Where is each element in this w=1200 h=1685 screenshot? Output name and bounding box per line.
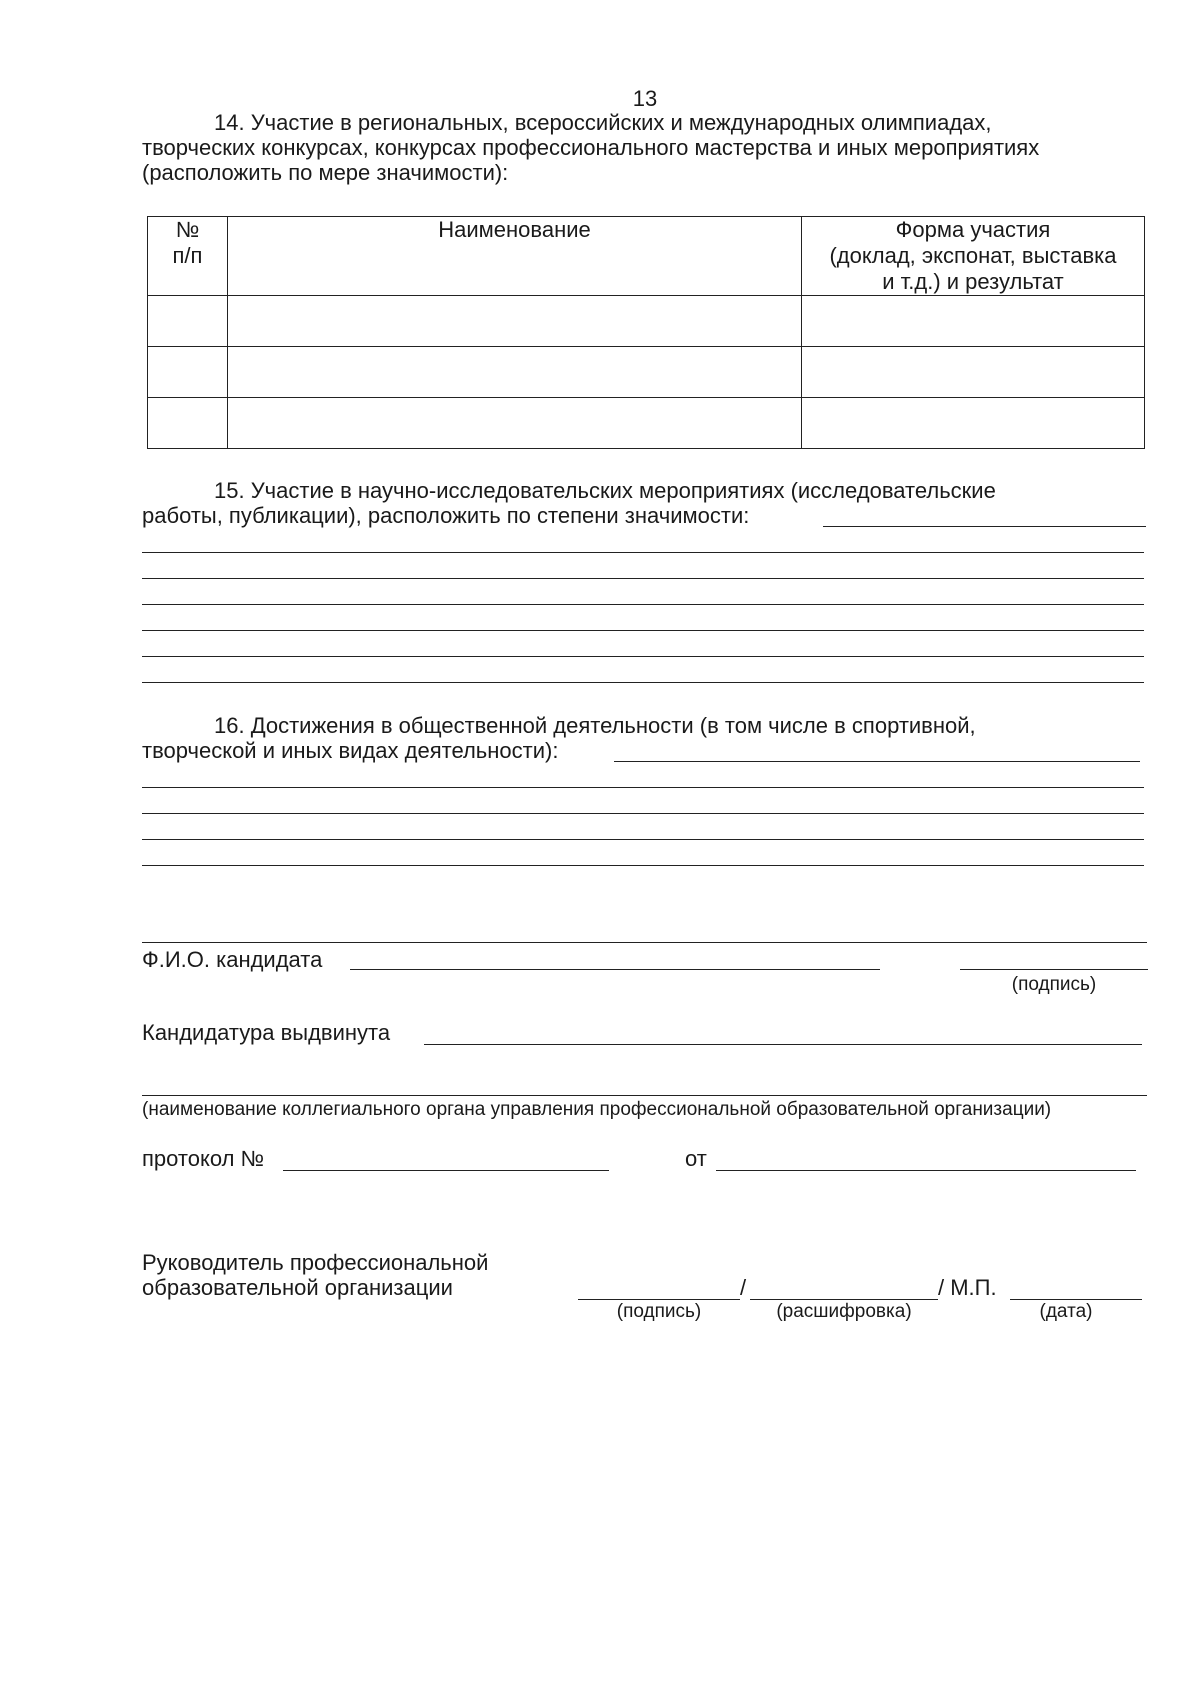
table-cell[interactable] xyxy=(228,347,802,398)
header-name xyxy=(228,217,802,296)
section-16-answer-line[interactable] xyxy=(142,787,1144,788)
section-16-line2: творческой и иных видах деятельности): xyxy=(142,738,559,763)
head-date-field[interactable] xyxy=(1010,1299,1142,1300)
table-row xyxy=(148,398,1145,449)
header-number xyxy=(148,217,228,296)
table-cell[interactable] xyxy=(228,398,802,449)
candidate-name-field[interactable] xyxy=(350,969,880,970)
section-16-text xyxy=(142,713,1142,763)
section-16-answer-line[interactable] xyxy=(142,839,1144,840)
header-form xyxy=(802,217,1145,296)
section-15-line2: работы, публикации), расположить по степени значимости: xyxy=(142,503,750,528)
candidate-name-label: Ф.И.О. кандидата xyxy=(142,947,323,972)
section-16-answer-line[interactable] xyxy=(142,865,1144,866)
section-15-line1: 15. Участие в научно-исследовательских мероприятиях (исследовательские xyxy=(214,478,996,503)
participation-table xyxy=(147,216,1145,449)
header-name-line1: Наименование xyxy=(438,217,591,242)
header-form-line2: (доклад, экспонат, выставка xyxy=(829,243,1117,268)
table-cell[interactable] xyxy=(802,347,1145,398)
section-15-answer-line[interactable] xyxy=(142,682,1144,683)
protocol-date-field[interactable] xyxy=(716,1170,1136,1171)
decoding-caption: (расшифровка) xyxy=(776,1301,912,1322)
section-14-text xyxy=(142,110,1142,185)
header-number-line1: № xyxy=(175,217,200,242)
slash-separator: / xyxy=(740,1275,747,1300)
section-16-answer-line[interactable] xyxy=(614,761,1140,762)
head-decoding-field[interactable] xyxy=(750,1299,938,1300)
from-label: от xyxy=(685,1146,707,1171)
head-label-line2: образовательной организации xyxy=(142,1275,453,1300)
header-form-line3: и т.д.) и результат xyxy=(882,269,1064,294)
header-form-line1: Форма участия xyxy=(895,217,1051,242)
table-cell[interactable] xyxy=(228,296,802,347)
table-cell[interactable] xyxy=(802,296,1145,347)
head-signature-caption: (подпись) xyxy=(616,1301,702,1322)
page-number: 13 xyxy=(632,86,658,111)
stamp-label: / М.П. xyxy=(938,1275,997,1300)
section-15-answer-line[interactable] xyxy=(142,552,1144,553)
table-cell[interactable] xyxy=(802,398,1145,449)
section-15-answer-line[interactable] xyxy=(142,604,1144,605)
section-14-line1: 14. Участие в региональных, всероссийских и международных олимпиадах, xyxy=(214,110,992,135)
section-14-line2: творческих конкурсах, конкурсах профессионального мастерства и иных мероприятиях xyxy=(142,135,1040,160)
nominated-label: Кандидатура выдвинута xyxy=(142,1020,391,1045)
section-15-answer-line[interactable] xyxy=(142,630,1144,631)
section-16-line1: 16. Достижения в общественной деятельности (в том числе в спортивной, xyxy=(214,713,976,738)
header-number-line2: п/п xyxy=(172,243,203,268)
head-signature-field[interactable] xyxy=(578,1299,740,1300)
nominated-field[interactable] xyxy=(424,1044,1142,1045)
collegial-body-caption: (наименование коллегиального органа управления профессиональной образовательной организации) xyxy=(142,1099,1052,1120)
section-15-text xyxy=(142,478,1142,528)
section-15-answer-line[interactable] xyxy=(823,526,1146,527)
protocol-label: протокол № xyxy=(142,1146,265,1171)
candidate-signature-field[interactable] xyxy=(960,969,1148,970)
section-15-answer-line[interactable] xyxy=(142,656,1144,657)
head-of-organization-label xyxy=(142,1250,488,1300)
candidate-signature-caption: (подпись) xyxy=(1011,974,1097,995)
collegial-body-field[interactable] xyxy=(142,1095,1147,1096)
separator-line xyxy=(142,942,1147,943)
head-label-line1: Руководитель профессиональной xyxy=(142,1250,489,1275)
protocol-number-field[interactable] xyxy=(283,1170,609,1171)
table-cell[interactable] xyxy=(148,347,228,398)
table-row xyxy=(148,347,1145,398)
table-row xyxy=(148,296,1145,347)
table-cell[interactable] xyxy=(148,398,228,449)
date-caption: (дата) xyxy=(1039,1301,1093,1322)
section-15-answer-line[interactable] xyxy=(142,578,1144,579)
table-cell[interactable] xyxy=(148,296,228,347)
section-14-line3: (расположить по мере значимости): xyxy=(142,160,509,185)
section-16-answer-line[interactable] xyxy=(142,813,1144,814)
table-header-row xyxy=(148,217,1145,296)
